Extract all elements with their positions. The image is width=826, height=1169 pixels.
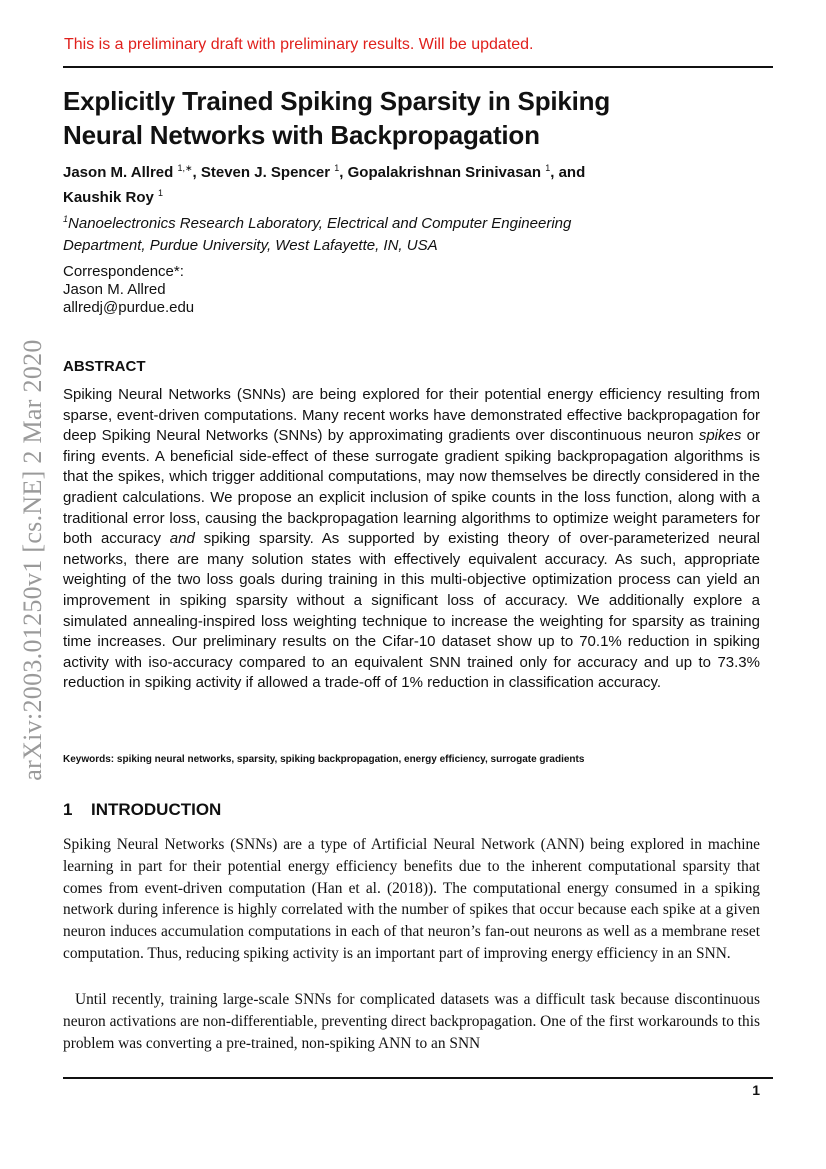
abstract-text-part: Spiking Neural Networks (SNNs) are being explored for their potential energy efficiency resulting from sparse, event-driven computations. Many recent works have demonstrated effective backpropagation for deep Spiking Neural Networks (SNNs) by approximating gradients over discontinuous neuron — [63, 386, 760, 445]
abstract-text-part: spiking sparsity. As supported by existing theory of over-parameterized neural networks, there are many solution states with effectively equivalent accuracy. As such, appropriate weighting of the two loss goals during training in this multi-objective optimization process can yield an improvement in spiking sparsity without a significant loss of accuracy. We additionally explore a simulated annealing-inspired loss weighting technique to increase the weighting for sparsity as training time increases. Our preliminary results on the Cifar-10 dataset show up to 70.1% reduction in spiking activity with iso-accuracy compared to an equivalent SNN trained only for accuracy and up to 73.3% reduction in spiking activity if allowed a trade-off of 1% reduction in classification accuracy. — [63, 530, 760, 692]
author-separator: , — [339, 164, 348, 181]
affiliation-line-1: Nanoelectronics Research Laboratory, Electrical and Computer Engineering — [68, 215, 572, 232]
author-affiliation-mark: 1,∗ — [177, 163, 193, 173]
arxiv-identifier-stamp: arXiv:2003.01250v1 [cs.NE] 2 Mar 2020 — [18, 339, 47, 781]
author-separator: , — [192, 164, 201, 181]
header-rule — [63, 66, 773, 68]
draft-notice: This is a preliminary draft with preliminary results. Will be updated. — [64, 36, 534, 53]
abstract-emphasis-and: and — [169, 530, 195, 548]
correspondence-block — [63, 263, 463, 317]
author-list — [63, 160, 763, 210]
paper-title — [63, 84, 763, 152]
footer-rule — [63, 1077, 773, 1079]
author-separator: , and — [550, 164, 586, 181]
author-name: Steven J. Spencer — [200, 164, 331, 181]
correspondence-email[interactable]: allredj@purdue.edu — [63, 299, 195, 316]
section-heading-introduction — [63, 800, 221, 820]
author-name: Gopalakrishnan Srinivasan — [347, 164, 542, 181]
section-number: 1 — [63, 800, 73, 819]
introduction-paragraph-1: Spiking Neural Networks (SNNs) are a type of Artificial Neural Network (ANN) being explored in machine learning in part for their potential energy efficiency benefits due to the inherent computational sparsity that comes from event-driven computation (Han et al. (2018)). The computational energy consumed in a spiking network during inference is highly correlated with the number of spikes that occur because each spike at a given neuron induces accumulation computations in each of that neuron’s fan-out neurons as well as a membrane reset computation. Thus, reducing spiking activity is an important part of improving energy efficiency in an SNN. — [63, 836, 760, 962]
affiliation-line-2: Department, Purdue University, West Lafayette, IN, USA — [63, 237, 438, 254]
keywords-line: Keywords: spiking neural networks, sparsity, spiking backpropagation, energy efficiency, surrogate gradients — [63, 754, 585, 765]
author-affiliation-mark: 1 — [158, 188, 164, 198]
correspondence-label: Correspondence*: — [63, 263, 184, 280]
abstract-text — [63, 385, 760, 694]
abstract-heading: ABSTRACT — [63, 358, 146, 375]
section-title: INTRODUCTION — [91, 800, 222, 819]
author-affiliation-mark: 1 — [545, 163, 551, 173]
author-affiliation-mark: 1 — [334, 163, 340, 173]
page-number: 1 — [752, 1082, 760, 1098]
correspondence-name: Jason M. Allred — [63, 281, 166, 298]
introduction-paragraph-2: Until recently, training large-scale SNNs for complicated datasets was a difficult task because discontinuous neuron activations are non-differentiable, preventing direct backpropagation. One of the first workarounds to this problem was converting a pre-trained, non-spiking ANN to an SNN — [63, 991, 760, 1052]
affiliation-mark: 1 — [63, 214, 69, 224]
abstract-text-part: or firing events. A beneficial side-effect of these surrogate gradient spiking backpropagation algorithms is that the spikes, which trigger additional computations, may now themselves be directly considered in the gradient calculations. We propose an explicit inclusion of spike counts in the loss function, along with a traditional error loss, causing the backpropagation learning algorithms to optimize weight parameters for both accuracy — [63, 427, 760, 548]
author-name: Kaushik Roy — [63, 189, 154, 206]
affiliation — [63, 213, 763, 257]
title-line-2: Neural Networks with Backpropagation — [63, 120, 540, 150]
title-line-1: Explicitly Trained Spiking Sparsity in Spiking — [63, 86, 611, 116]
author-name: Jason M. Allred — [63, 164, 174, 181]
abstract-emphasis-spikes: spikes — [698, 427, 742, 445]
